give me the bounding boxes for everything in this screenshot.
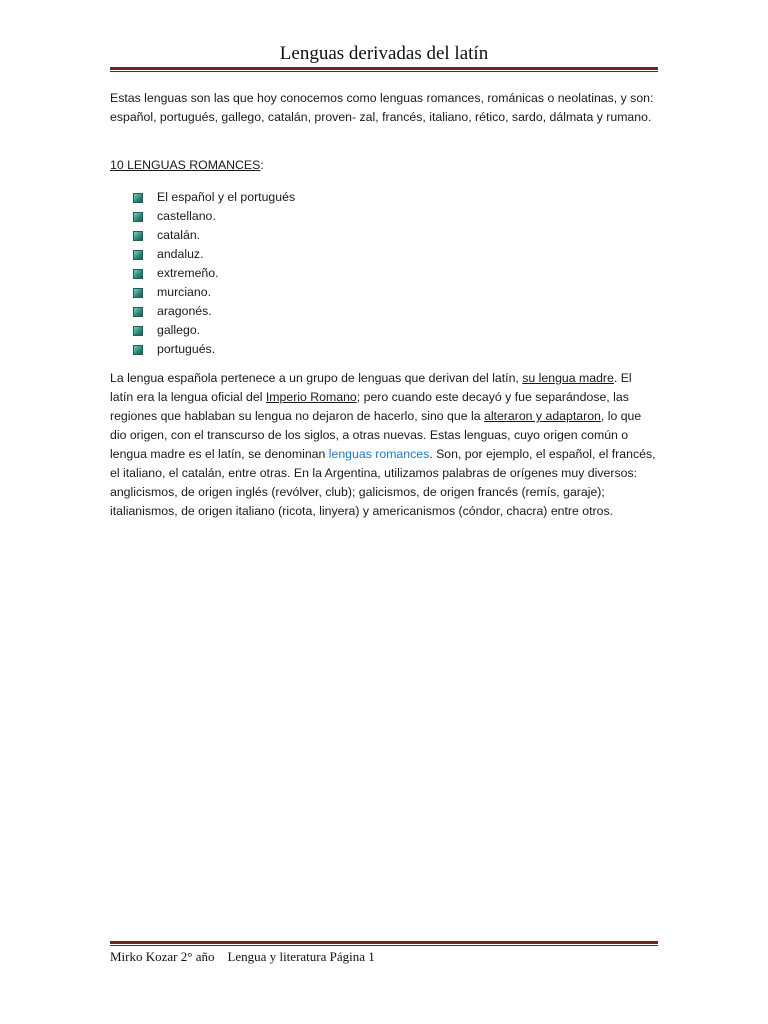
body-text-5: . Son, por ejemplo, el español, el francés, el italiano, el catalán, entre otras. En la Argentina, utilizamos palabras de orígenes muy diversos: anglicismos, de origen inglés (revólver, club); galicismos, de origen francés (remís, garaje); italianismos, de origen italiano (ricota, linyera) y americanismos (cóndor, chacra) entre otros. [110,447,656,518]
list-item-label: murciano. [157,284,211,299]
body-text-1: La lengua española pertenece a un grupo de lenguas que derivan del latín, [110,371,523,385]
intro-paragraph: Estas lenguas son las que hoy conocemos como lenguas romances, románicas o neolatinas, y son: español, portugués, gallego, catalán, proven- zal, francés, italiano, rético, sardo, dálmata y rumano. [110,91,654,124]
list-item-label: castellano. [157,208,216,223]
list-item [133,187,295,206]
list-item [133,282,295,301]
list-item-label: andaluz. [157,246,204,261]
list-item [133,320,295,339]
header-rule [110,67,658,72]
list-item [133,225,295,244]
square-bullet-icon [133,269,143,279]
romance-languages-list [133,187,295,358]
body-text-2: . El latín era la lengua oficial del [110,371,632,404]
list-item [133,263,295,282]
list-item [133,206,295,225]
square-bullet-icon [133,307,143,317]
link-imperio-romano[interactable]: Imperio Romano [265,390,357,404]
square-bullet-icon [133,231,143,241]
square-bullet-icon [133,193,143,203]
list-item [133,301,295,320]
link-su-lengua-madre[interactable]: su lengua madre [522,371,614,385]
section-heading-text: 10 LENGUAS ROMANCES [110,158,261,172]
page-footer: Mirko Kozar 2° año Lengua y literatura Página 1 [110,949,375,964]
list-item [133,244,295,263]
list-item-label: aragonés. [157,303,212,318]
link-alteraron-y-adaptaron[interactable]: alteraron y adaptaron [483,409,601,423]
list-item-label: catalán. [157,227,201,242]
section-heading [110,156,264,175]
square-bullet-icon [133,212,143,222]
square-bullet-icon [133,288,143,298]
body-text-3: ; pero cuando este decayó y fue separándose, las regiones que hablaban su lengua no dejaron de hacerlo, sino que la [110,390,629,423]
square-bullet-icon [133,345,143,355]
list-item-label: gallego. [157,322,201,337]
footer-rule [110,941,658,946]
list-item-label: El español y el portugués [157,189,296,204]
link-lenguas-romances[interactable]: lenguas romances [328,447,430,461]
square-bullet-icon [133,326,143,336]
list-item-label: extremeño. [157,265,219,280]
section-heading-colon: : [260,158,264,172]
page-title: Lenguas derivadas del latín [279,43,489,64]
body-paragraph [110,369,658,521]
list-item [133,339,295,358]
list-item-label: portugués. [157,341,216,356]
square-bullet-icon [133,250,143,260]
body-text-4: , lo que dio origen, con el transcurso de los siglos, a otras nuevas. Estas lenguas, cuyo origen común o lengua madre es el latín, se denominan [110,409,642,461]
